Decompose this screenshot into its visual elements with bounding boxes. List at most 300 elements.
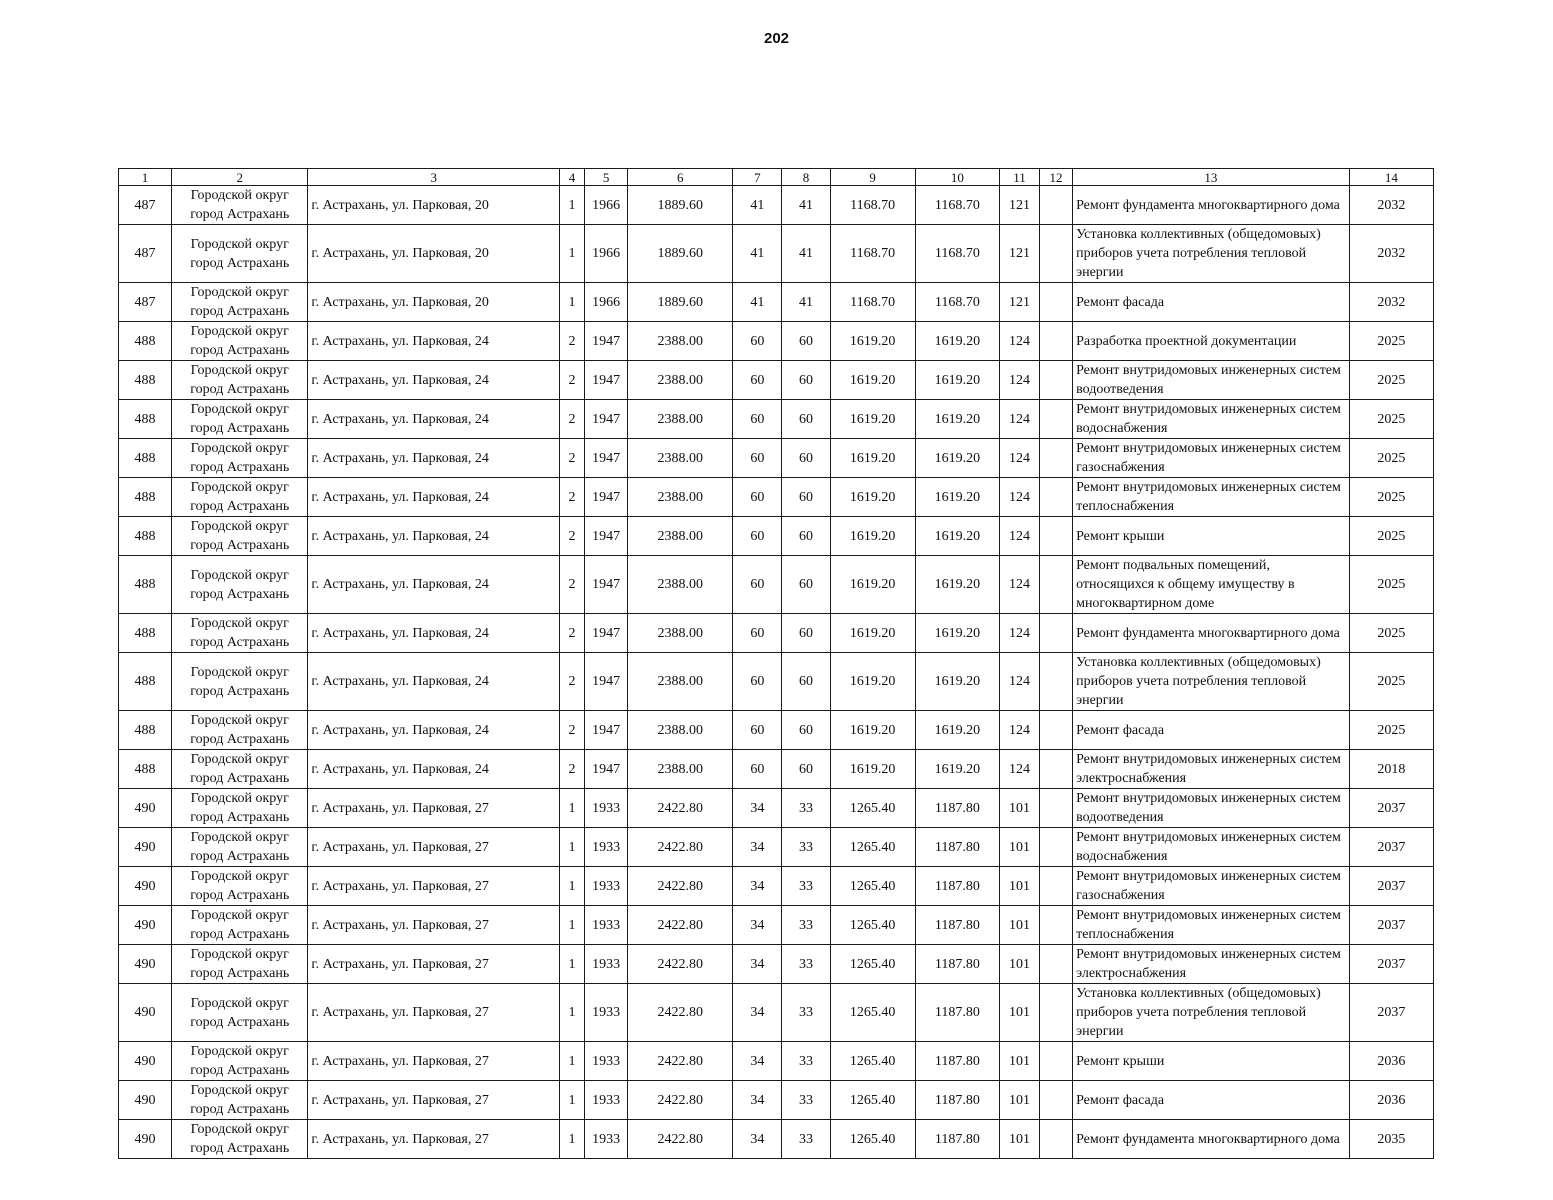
cell-municipality: Городской округ город Астрахань [172,556,308,614]
cell-col4: 1 [559,867,584,906]
cell-col11: 124 [999,400,1039,439]
cell-col10: 1619.20 [915,711,999,750]
cell-col10: 1187.80 [915,945,999,984]
cell-work-type: Ремонт фасада [1073,711,1350,750]
cell-area: 2388.00 [628,750,733,789]
cell-col11: 124 [999,517,1039,556]
cell-col4: 1 [559,906,584,945]
cell-col8: 60 [782,711,830,750]
cell-year: 1947 [585,653,628,711]
cell-col4: 1 [559,945,584,984]
table-row [119,556,1434,614]
cell-col12 [1040,653,1073,711]
cell-col9: 1265.40 [830,789,915,828]
column-number-row [119,169,1434,186]
cell-municipality: Городской округ город Астрахань [172,517,308,556]
cell-col9: 1619.20 [830,711,915,750]
cell-work-type: Ремонт крыши [1073,1042,1350,1081]
cell-year: 1947 [585,478,628,517]
cell-col10: 1187.80 [915,789,999,828]
cell-col9: 1265.40 [830,867,915,906]
cell-address: г. Астрахань, ул. Парковая, 24 [308,517,560,556]
cell-address: г. Астрахань, ул. Парковая, 27 [308,945,560,984]
cell-plan-year: 2037 [1349,945,1433,984]
cell-col7: 60 [733,478,782,517]
page-number: 202 [763,30,790,47]
cell-address: г. Астрахань, ул. Парковая, 24 [308,400,560,439]
cell-year: 1947 [585,517,628,556]
cell-col12 [1040,556,1073,614]
cell-col8: 33 [782,1042,830,1081]
cell-area: 2388.00 [628,439,733,478]
cell-house-number: 488 [119,556,172,614]
cell-col12 [1040,750,1073,789]
cell-plan-year: 2025 [1349,361,1433,400]
cell-col4: 2 [559,400,584,439]
cell-col9: 1265.40 [830,1081,915,1120]
column-header: 8 [782,169,830,186]
cell-year: 1947 [585,322,628,361]
cell-area: 2388.00 [628,653,733,711]
cell-col7: 34 [733,867,782,906]
cell-municipality: Городской округ город Астрахань [172,400,308,439]
cell-col8: 33 [782,867,830,906]
cell-col9: 1265.40 [830,1042,915,1081]
cell-col12 [1040,828,1073,867]
cell-col7: 60 [733,439,782,478]
cell-col11: 121 [999,186,1039,225]
cell-municipality: Городской округ город Астрахань [172,225,308,283]
cell-col10: 1619.20 [915,400,999,439]
cell-area: 2422.80 [628,867,733,906]
cell-address: г. Астрахань, ул. Парковая, 27 [308,1042,560,1081]
cell-municipality: Городской округ город Астрахань [172,361,308,400]
cell-house-number: 488 [119,478,172,517]
cell-col8: 60 [782,400,830,439]
cell-house-number: 490 [119,1042,172,1081]
cell-year: 1933 [585,789,628,828]
cell-col9: 1265.40 [830,945,915,984]
cell-work-type: Ремонт внутридомовых инженерных систем теплоснабжения [1073,478,1350,517]
cell-area: 2422.80 [628,1042,733,1081]
cell-work-type: Ремонт фундамента многоквартирного дома [1073,1120,1350,1159]
cell-work-type: Ремонт внутридомовых инженерных систем водоотведения [1073,361,1350,400]
cell-col4: 1 [559,186,584,225]
cell-col11: 101 [999,1081,1039,1120]
cell-col7: 60 [733,517,782,556]
cell-col7: 34 [733,828,782,867]
cell-address: г. Астрахань, ул. Парковая, 20 [308,225,560,283]
cell-house-number: 488 [119,750,172,789]
table-row [119,517,1434,556]
cell-col12 [1040,322,1073,361]
cell-municipality: Городской округ город Астрахань [172,439,308,478]
cell-year: 1966 [585,225,628,283]
cell-year: 1947 [585,711,628,750]
cell-col7: 60 [733,653,782,711]
cell-col4: 2 [559,556,584,614]
cell-col11: 124 [999,653,1039,711]
table-row [119,225,1434,283]
cell-col9: 1619.20 [830,517,915,556]
table-body [119,169,1434,1159]
table-row [119,186,1434,225]
cell-address: г. Астрахань, ул. Парковая, 24 [308,614,560,653]
cell-col12 [1040,789,1073,828]
cell-work-type: Ремонт фундамента многоквартирного дома [1073,614,1350,653]
cell-col8: 60 [782,653,830,711]
cell-col12 [1040,984,1073,1042]
cell-col10: 1168.70 [915,225,999,283]
cell-house-number: 490 [119,1120,172,1159]
cell-plan-year: 2025 [1349,614,1433,653]
cell-house-number: 488 [119,439,172,478]
cell-col8: 60 [782,517,830,556]
cell-col9: 1619.20 [830,361,915,400]
cell-work-type: Ремонт внутридомовых инженерных систем водоснабжения [1073,828,1350,867]
cell-address: г. Астрахань, ул. Парковая, 27 [308,984,560,1042]
cell-house-number: 488 [119,711,172,750]
cell-col9: 1619.20 [830,653,915,711]
cell-house-number: 487 [119,186,172,225]
cell-col8: 41 [782,186,830,225]
cell-municipality: Городской округ город Астрахань [172,1081,308,1120]
cell-plan-year: 2025 [1349,478,1433,517]
cell-col7: 34 [733,789,782,828]
cell-municipality: Городской округ город Астрахань [172,1042,308,1081]
cell-work-type: Установка коллективных (общедомовых) приборов учета потребления тепловой энергии [1073,653,1350,711]
column-header: 11 [999,169,1039,186]
cell-col8: 41 [782,283,830,322]
cell-col9: 1265.40 [830,1120,915,1159]
cell-col4: 1 [559,828,584,867]
cell-col10: 1187.80 [915,1042,999,1081]
cell-year: 1933 [585,945,628,984]
cell-area: 2388.00 [628,614,733,653]
cell-col7: 41 [733,186,782,225]
cell-house-number: 490 [119,828,172,867]
table-row [119,789,1434,828]
cell-house-number: 487 [119,225,172,283]
cell-col10: 1187.80 [915,1081,999,1120]
cell-work-type: Ремонт внутридомовых инженерных систем газоснабжения [1073,439,1350,478]
table-row [119,653,1434,711]
cell-col8: 60 [782,478,830,517]
cell-municipality: Городской округ город Астрахань [172,945,308,984]
cell-col9: 1265.40 [830,828,915,867]
cell-col4: 2 [559,478,584,517]
cell-work-type: Ремонт подвальных помещений, относящихся к общему имуществу в многоквартирном доме [1073,556,1350,614]
cell-address: г. Астрахань, ул. Парковая, 24 [308,711,560,750]
cell-area: 2388.00 [628,517,733,556]
cell-work-type: Разработка проектной документации [1073,322,1350,361]
cell-col9: 1619.20 [830,478,915,517]
cell-municipality: Городской округ город Астрахань [172,186,308,225]
column-header: 10 [915,169,999,186]
cell-address: г. Астрахань, ул. Парковая, 27 [308,1120,560,1159]
cell-area: 1889.60 [628,225,733,283]
cell-house-number: 488 [119,517,172,556]
cell-area: 1889.60 [628,186,733,225]
cell-col4: 1 [559,283,584,322]
cell-col11: 121 [999,283,1039,322]
cell-house-number: 488 [119,361,172,400]
cell-col11: 124 [999,711,1039,750]
cell-area: 2422.80 [628,945,733,984]
cell-col7: 34 [733,984,782,1042]
cell-col11: 101 [999,1120,1039,1159]
cell-col10: 1187.80 [915,828,999,867]
cell-col4: 1 [559,1042,584,1081]
cell-year: 1933 [585,984,628,1042]
cell-plan-year: 2036 [1349,1081,1433,1120]
cell-col12 [1040,1042,1073,1081]
cell-plan-year: 2032 [1349,186,1433,225]
cell-col8: 60 [782,556,830,614]
cell-plan-year: 2025 [1349,556,1433,614]
cell-col4: 2 [559,750,584,789]
cell-col11: 124 [999,439,1039,478]
column-header: 1 [119,169,172,186]
cell-col7: 60 [733,556,782,614]
cell-col12 [1040,1120,1073,1159]
cell-col9: 1265.40 [830,984,915,1042]
cell-plan-year: 2025 [1349,322,1433,361]
cell-col4: 1 [559,225,584,283]
cell-municipality: Городской округ город Астрахань [172,750,308,789]
cell-area: 2422.80 [628,984,733,1042]
cell-col7: 34 [733,1081,782,1120]
cell-area: 2388.00 [628,322,733,361]
cell-col4: 2 [559,322,584,361]
cell-area: 2388.00 [628,711,733,750]
cell-plan-year: 2025 [1349,653,1433,711]
cell-house-number: 488 [119,614,172,653]
cell-col12 [1040,283,1073,322]
cell-col11: 101 [999,828,1039,867]
cell-area: 2388.00 [628,361,733,400]
cell-col10: 1168.70 [915,186,999,225]
column-header: 7 [733,169,782,186]
cell-plan-year: 2035 [1349,1120,1433,1159]
cell-year: 1933 [585,1081,628,1120]
cell-col9: 1619.20 [830,614,915,653]
cell-col11: 121 [999,225,1039,283]
cell-col9: 1168.70 [830,283,915,322]
column-header: 6 [628,169,733,186]
cell-col9: 1619.20 [830,400,915,439]
cell-col10: 1619.20 [915,614,999,653]
cell-year: 1933 [585,867,628,906]
cell-col7: 34 [733,1042,782,1081]
cell-area: 2422.80 [628,1081,733,1120]
cell-work-type: Ремонт внутридомовых инженерных систем электроснабжения [1073,945,1350,984]
cell-col7: 60 [733,322,782,361]
cell-house-number: 490 [119,1081,172,1120]
cell-col10: 1168.70 [915,283,999,322]
cell-work-type: Ремонт внутридомовых инженерных систем теплоснабжения [1073,906,1350,945]
cell-address: г. Астрахань, ул. Парковая, 24 [308,750,560,789]
cell-work-type: Установка коллективных (общедомовых) приборов учета потребления тепловой энергии [1073,984,1350,1042]
cell-year: 1947 [585,556,628,614]
cell-plan-year: 2025 [1349,711,1433,750]
cell-address: г. Астрахань, ул. Парковая, 20 [308,186,560,225]
cell-col11: 124 [999,556,1039,614]
cell-col12 [1040,400,1073,439]
cell-work-type: Ремонт внутридомовых инженерных систем электроснабжения [1073,750,1350,789]
table-row [119,1081,1434,1120]
cell-year: 1947 [585,400,628,439]
cell-col10: 1619.20 [915,361,999,400]
column-header: 4 [559,169,584,186]
cell-col9: 1168.70 [830,225,915,283]
cell-col7: 60 [733,711,782,750]
cell-address: г. Астрахань, ул. Парковая, 27 [308,867,560,906]
cell-area: 2388.00 [628,478,733,517]
cell-col11: 101 [999,867,1039,906]
cell-col11: 124 [999,361,1039,400]
cell-col8: 60 [782,322,830,361]
cell-col9: 1619.20 [830,322,915,361]
column-header: 2 [172,169,308,186]
cell-col8: 33 [782,906,830,945]
cell-col4: 2 [559,361,584,400]
cell-col12 [1040,906,1073,945]
cell-plan-year: 2032 [1349,283,1433,322]
cell-plan-year: 2037 [1349,789,1433,828]
cell-house-number: 490 [119,867,172,906]
cell-col4: 1 [559,1120,584,1159]
cell-col8: 33 [782,945,830,984]
cell-col12 [1040,361,1073,400]
cell-col11: 101 [999,789,1039,828]
cell-municipality: Городской округ город Астрахань [172,828,308,867]
cell-col11: 101 [999,984,1039,1042]
table-row [119,828,1434,867]
cell-col8: 60 [782,614,830,653]
cell-col8: 41 [782,225,830,283]
cell-col4: 2 [559,517,584,556]
cell-col9: 1265.40 [830,906,915,945]
column-header: 3 [308,169,560,186]
cell-col10: 1619.20 [915,750,999,789]
cell-plan-year: 2037 [1349,828,1433,867]
cell-col12 [1040,478,1073,517]
table-row [119,439,1434,478]
cell-municipality: Городской округ город Астрахань [172,614,308,653]
cell-col7: 34 [733,906,782,945]
cell-address: г. Астрахань, ул. Парковая, 27 [308,906,560,945]
cell-work-type: Ремонт внутридомовых инженерных систем водоотведения [1073,789,1350,828]
table-row [119,1042,1434,1081]
table-row [119,614,1434,653]
cell-area: 2422.80 [628,1120,733,1159]
cell-house-number: 490 [119,906,172,945]
cell-col4: 1 [559,1081,584,1120]
column-header: 14 [1349,169,1433,186]
cell-municipality: Городской округ город Астрахань [172,867,308,906]
cell-plan-year: 2037 [1349,906,1433,945]
cell-address: г. Астрахань, ул. Парковая, 27 [308,828,560,867]
cell-col10: 1619.20 [915,322,999,361]
table-row [119,906,1434,945]
cell-col4: 1 [559,789,584,828]
cell-year: 1947 [585,750,628,789]
cell-area: 2422.80 [628,828,733,867]
cell-col12 [1040,867,1073,906]
cell-plan-year: 2025 [1349,439,1433,478]
cell-area: 2388.00 [628,400,733,439]
cell-col11: 124 [999,322,1039,361]
cell-col10: 1619.20 [915,556,999,614]
cell-plan-year: 2036 [1349,1042,1433,1081]
cell-col9: 1619.20 [830,556,915,614]
cell-col12 [1040,1081,1073,1120]
cell-col7: 34 [733,945,782,984]
cell-year: 1933 [585,1120,628,1159]
table-row [119,1120,1434,1159]
cell-col7: 60 [733,750,782,789]
cell-col11: 101 [999,945,1039,984]
table-row [119,283,1434,322]
cell-col10: 1619.20 [915,439,999,478]
cell-area: 2422.80 [628,789,733,828]
repair-program-table [118,168,1434,1159]
cell-col10: 1187.80 [915,906,999,945]
cell-municipality: Городской округ город Астрахань [172,1120,308,1159]
cell-col7: 41 [733,283,782,322]
table-row [119,945,1434,984]
cell-work-type: Ремонт внутридомовых инженерных систем водоснабжения [1073,400,1350,439]
cell-col10: 1619.20 [915,478,999,517]
column-header: 5 [585,169,628,186]
table-row [119,361,1434,400]
table-row [119,322,1434,361]
cell-address: г. Астрахань, ул. Парковая, 27 [308,1081,560,1120]
cell-work-type: Ремонт внутридомовых инженерных систем газоснабжения [1073,867,1350,906]
cell-col4: 2 [559,439,584,478]
cell-municipality: Городской округ город Астрахань [172,322,308,361]
cell-col11: 101 [999,1042,1039,1081]
cell-col9: 1619.20 [830,750,915,789]
table-row [119,984,1434,1042]
cell-col10: 1619.20 [915,653,999,711]
cell-address: г. Астрахань, ул. Парковая, 20 [308,283,560,322]
cell-plan-year: 2018 [1349,750,1433,789]
cell-col11: 124 [999,478,1039,517]
cell-col12 [1040,225,1073,283]
cell-house-number: 488 [119,653,172,711]
cell-col12 [1040,439,1073,478]
cell-col8: 60 [782,439,830,478]
cell-col7: 60 [733,614,782,653]
cell-municipality: Городской округ город Астрахань [172,789,308,828]
cell-col10: 1187.80 [915,867,999,906]
cell-col10: 1619.20 [915,517,999,556]
cell-work-type: Ремонт крыши [1073,517,1350,556]
table-row [119,867,1434,906]
cell-plan-year: 2025 [1349,400,1433,439]
cell-house-number: 490 [119,984,172,1042]
cell-municipality: Городской округ город Астрахань [172,653,308,711]
cell-municipality: Городской округ город Астрахань [172,984,308,1042]
cell-col12 [1040,945,1073,984]
cell-house-number: 490 [119,789,172,828]
cell-address: г. Астрахань, ул. Парковая, 24 [308,556,560,614]
table-row [119,478,1434,517]
cell-col8: 60 [782,750,830,789]
cell-col4: 2 [559,614,584,653]
